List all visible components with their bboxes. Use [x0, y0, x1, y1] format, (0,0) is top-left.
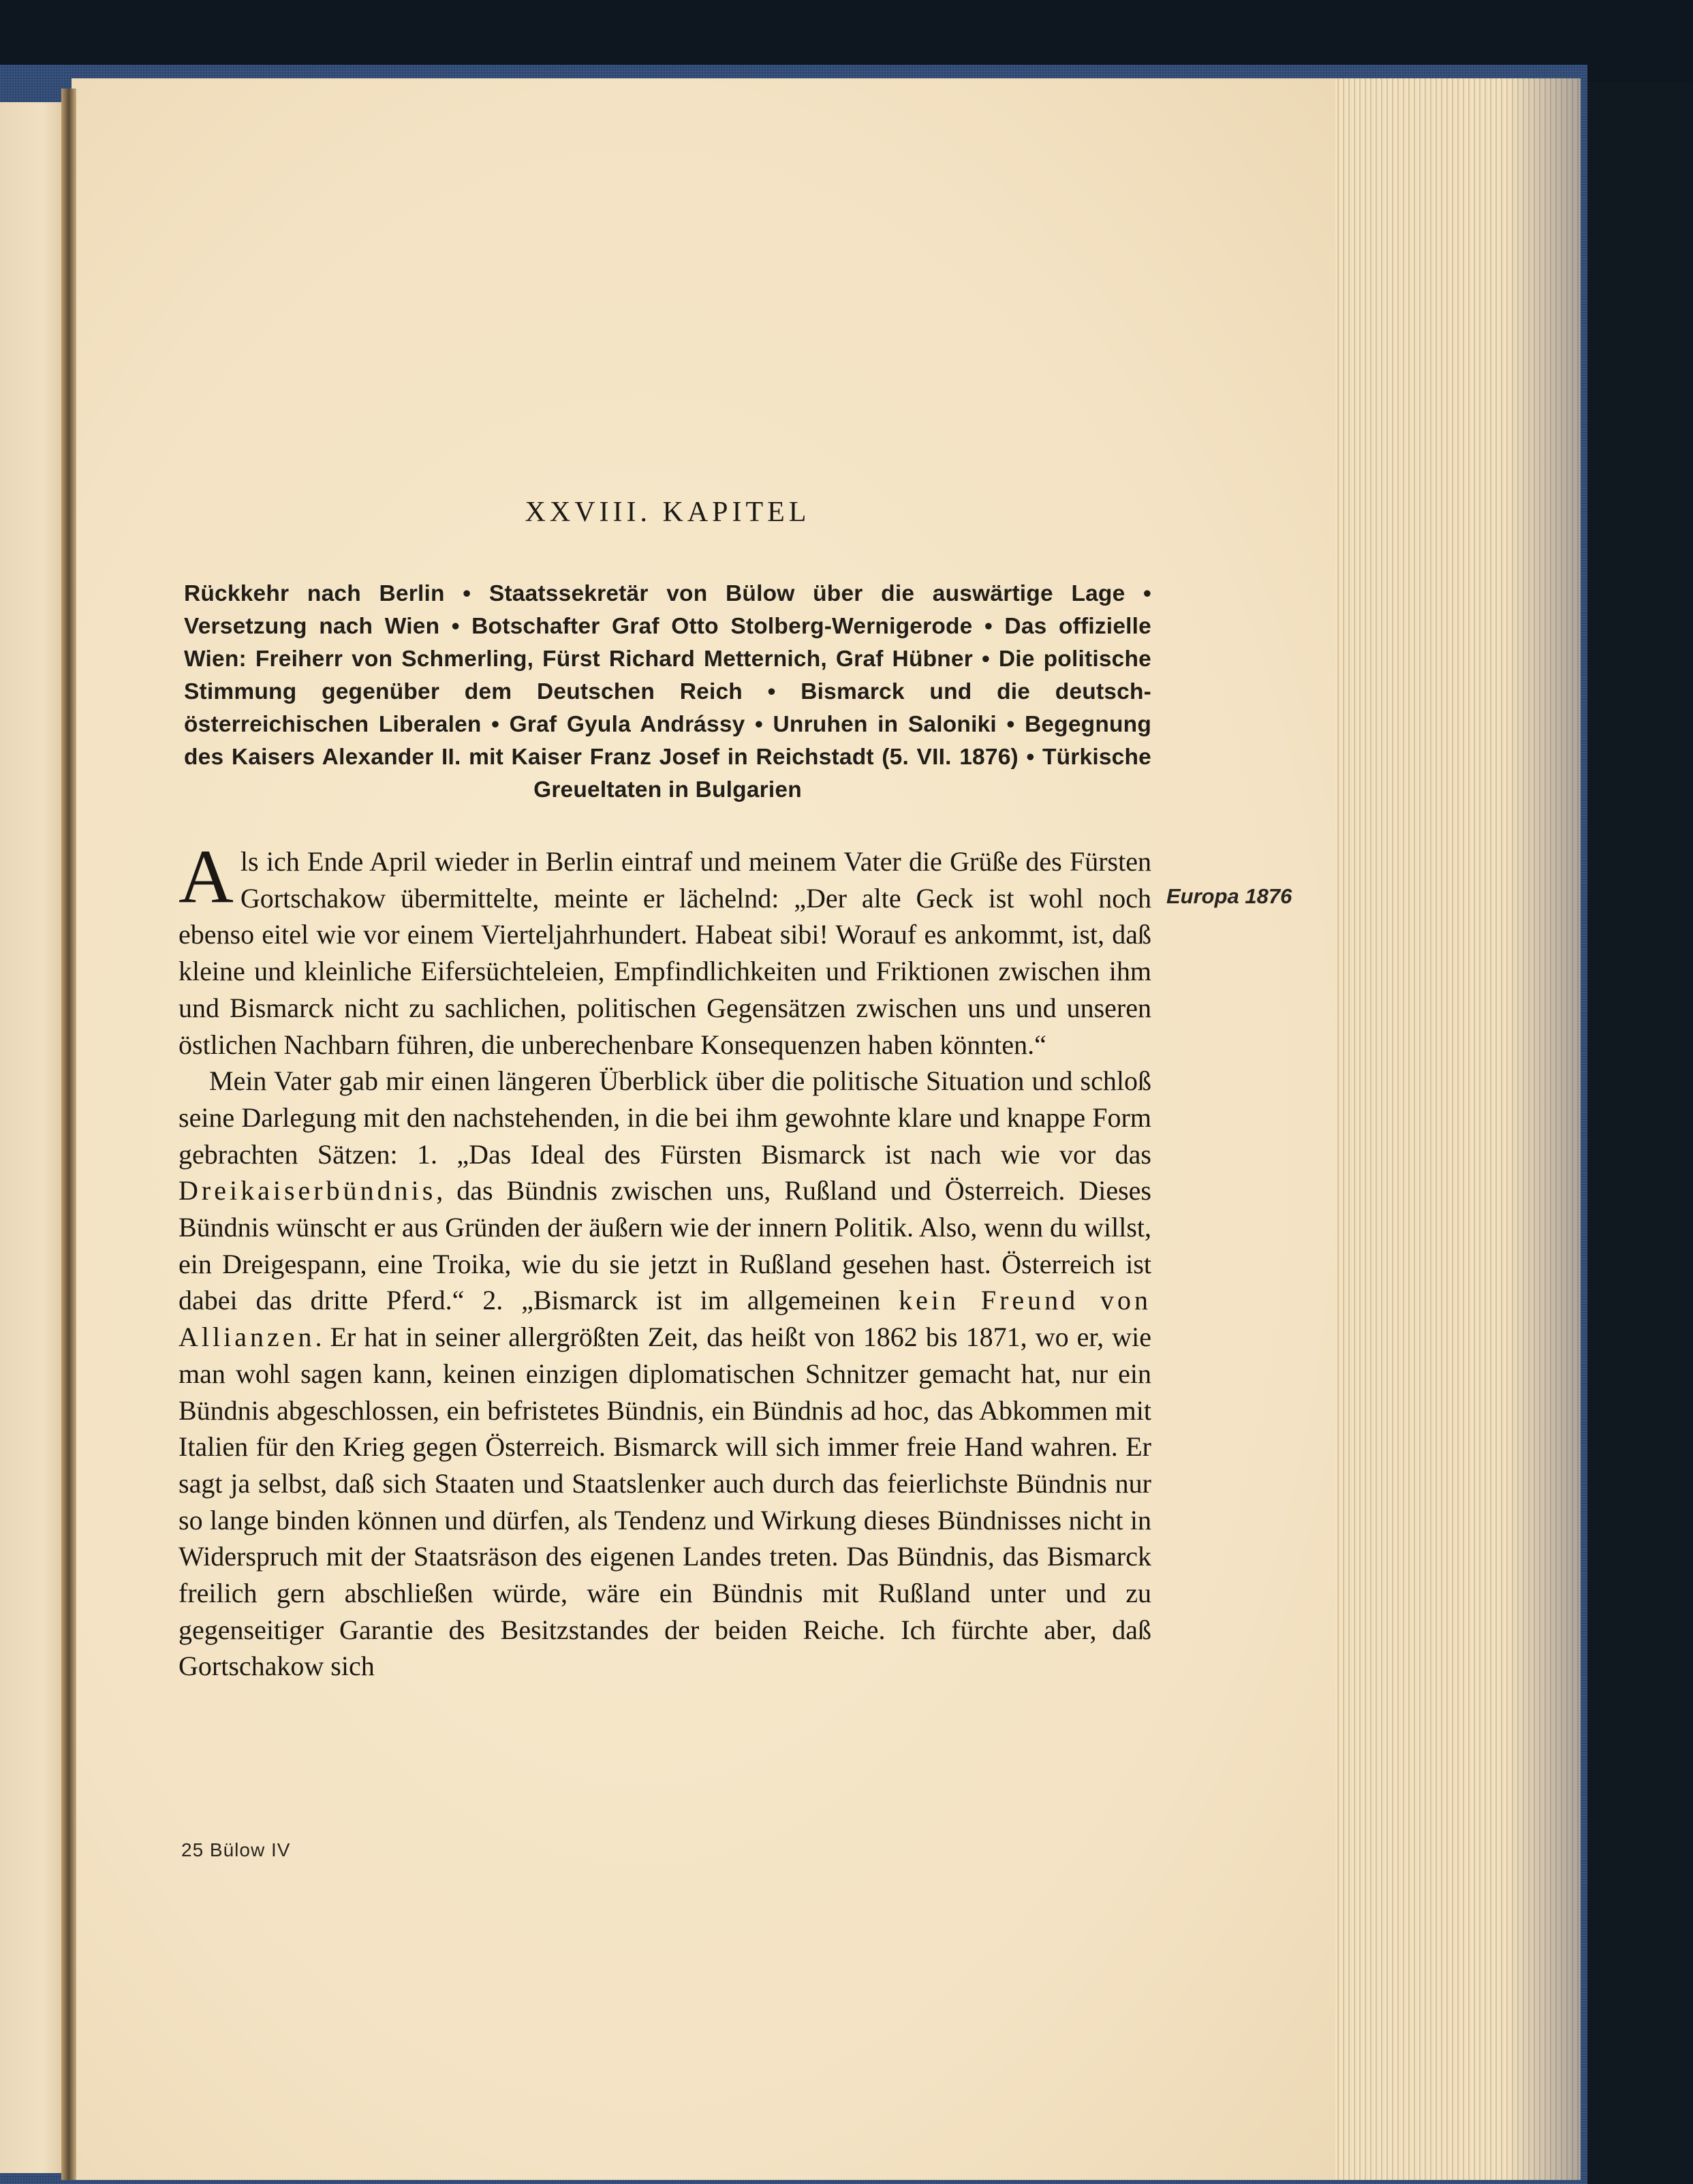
paragraph-2-part-c: . Er hat in seiner allergrößten Zeit, das heißt von 1862 bis 1871, wo er, wie man wohl sagen kann, keinen einzigen diplomatischen Schnitzer gemacht hat, nur ein Bündnis abgeschlossen, ein befristetes Bündnis, ein Bündnis ad hoc, das Abkommen mit Italien für den Krieg gegen Österreich. Bismarck will sich immer freie Hand wahren. Er sagt ja selbst, daß sich Staaten und Staatslenker auch durch das feierlichste Bündnis nur so lange binden können und dürfen, als Tendenz und Wirkung dieses Bündnisses nicht in Widerspruch mit der Staatsräson des eigenen Landes treten. Das Bündnis, das Bismarck freilich gern abschließen würde, wäre ein Bündnis mit Rußland unter und zu gegenseitiger Garantie des Besitzstandes der beiden Reiche. Ich fürchte aber, daß Gortschakow sich: [178, 1322, 1151, 1682]
margin-note: Europa 1876: [1166, 884, 1292, 908]
drop-cap: A: [178, 834, 234, 919]
book-gutter: [61, 89, 76, 2180]
chapter-title: XXVIII. KAPITEL: [525, 497, 811, 528]
footer-signature: 25 Bülow IV: [181, 1839, 291, 1860]
emphasis-kein-freund: kein Freund von Allianzen: [178, 1285, 1152, 1353]
paragraph-2-part-b: , das Bündnis zwischen uns, Rußland und Österreich. Dieses Bündnis wünscht er aus Gründen der äußern wie der innern Politik. Also, wenn du willst, ein Dreigespann, eine Troika, wie du sie jetzt in Rußland gesehen hast. Österreich ist dabei das dritte Pferd.“ 2. „Bismarck ist im allgemeinen: [178, 1175, 1151, 1316]
paragraph-2-part-a: Mein Vater gab mir einen längeren Überblick über die politische Situation und schloß seine Darlegung mit den nachstehenden, in die bei ihm gewohnte klare und knappe Form gebrachten Sätzen: 1. „Das Ideal des Fürsten Bismarck ist nach wie vor das: [178, 1065, 1151, 1170]
chapter-summary: Rückkehr nach Berlin • Staatssekretär von Bülow über die auswärtige Lage • Versetzung nach Wien • Botschafter Graf Otto Stolberg-Wernigerode • Das offizielle Wien: Freiherr von Schmerling, Fürst Richard Metternich, Graf Hübner • Die politische Stimmung gegenüber dem Deutschen Reich • Bismarck und die deutsch-österreichischen Liberalen • Graf Gyula Andrássy • Unruhen in Saloniki • Begegnung des Kaisers Alexander II. mit Kaiser Franz Josef in Reichstadt (5. VII. 1876) • Türkische Greueltaten in Bulgarien: [184, 581, 1151, 802]
paragraph-1: [178, 834, 1151, 1063]
emphasis-dreikaiserbuendnis: Dreikaiserbündnis: [178, 1175, 437, 1206]
paragraph-2: [178, 1063, 1151, 1685]
page-stack-edges: [1335, 78, 1581, 2180]
paragraph-1-text: ls ich Ende April wieder in Berlin eintraf und meinem Vater die Grüße des Fürsten Gortschakow übermittelte, meinte er lächelnd: „Der alte Geck ist wohl noch ebenso eitel wie vor einem Vierteljahrhundert. Habeat sibi! Worauf es ankommt, ist, daß kleine und kleinliche Eifersüchteleien, Empfindlichkeiten und Friktionen zwischen ihm und Bismarck nicht zu sachlichen, politischen Gegensätzen zwischen uns und unseren östlichen Nachbarn führen, die unberechenbare Konsequenzen haben könnten.“: [178, 846, 1151, 1060]
body-text: [178, 834, 1152, 1685]
